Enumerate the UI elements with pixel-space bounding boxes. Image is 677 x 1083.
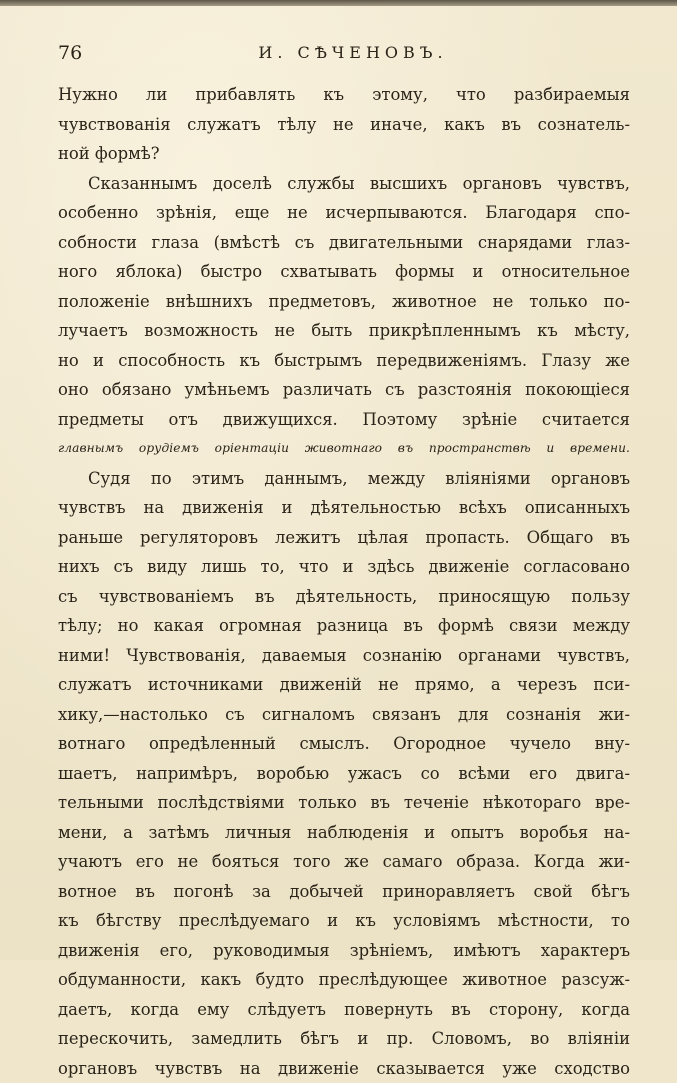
text-line: съ чувствованіемъ въ дѣятельность, приносящую пользу [58,582,630,612]
text-line: перескочить, замедлить бѣгъ и пр. Словомъ, во вліяніи [58,1024,630,1054]
text-line: тѣлу; но какая огромная разница въ формѣ связи между [58,611,630,641]
italic-text-line: главнымъ орудіемъ оріентаціи животнаго въ пространствѣ и времени. [58,434,630,464]
text-line: собности глаза (вмѣстѣ съ двигательными снарядами глаз- [58,228,630,258]
text-line: но и способность къ быстрымъ передвиженіямъ. Глазу же [58,346,630,376]
text-line: учаютъ его не бояться того же самаго образа. Когда жи- [58,847,630,877]
text-line: особенно зрѣнія, еще не исчерпываются. Благодаря спо- [58,198,630,228]
text-line: Сказаннымъ доселѣ службы высшихъ органовъ чувствъ, [58,169,630,199]
text-line: обдуманности, какъ будто преслѣдующее животное разсуж- [58,965,630,995]
text-line: къ бѣгству преслѣдуемаго и къ условіямъ мѣстности, то [58,906,630,936]
text-line: тельными послѣдствіями только въ теченіе нѣкотораго вре- [58,788,630,818]
text-line: Судя по этимъ даннымъ, между вліяніями органовъ [58,464,630,494]
text-line: нихъ съ виду лишь то, что и здѣсь движеніе согласовано [58,552,630,582]
page-header [58,42,628,68]
text-line: вотное въ погонѣ за добычей приноравляетъ свой бѣгъ [58,877,630,907]
body-text [58,80,630,1083]
text-line: чувствъ на движенія и дѣятельностью всѣхъ описанныхъ [58,493,630,523]
text-line: ними! Чувствованія, даваемыя сознанію органами чувствъ, [58,641,630,671]
text-line: Нужно ли прибавлять къ этому, что разбираемыя [58,80,630,110]
text-line: шаетъ, напримѣръ, воробью ужасъ со всѣми его двига- [58,759,630,789]
text-line: ной формѣ? [58,139,630,169]
running-head: И. СѢЧЕНОВЪ. [58,43,628,62]
text-line: органовъ чувствъ на движеніе сказывается уже сходство [58,1054,630,1083]
text-line: вотнаго опредѣленный смыслъ. Огородное чучело вну- [58,729,630,759]
text-line: хику,—настолько съ сигналомъ связанъ для сознанія жи- [58,700,630,730]
text-line: ного яблока) быстро схватывать формы и относительное [58,257,630,287]
text-line: движенія его, руководимыя зрѣніемъ, имѣютъ характеръ [58,936,630,966]
text-line: оно обязано умѣньемъ различать съ разстоянія покоющіеся [58,375,630,405]
text-line: лучаетъ возможность не быть прикрѣпленнымъ къ мѣсту, [58,316,630,346]
text-line: чувствованія служатъ тѣлу не иначе, какъ въ сознатель- [58,110,630,140]
text-line: служатъ источниками движеній не прямо, а черезъ пси- [58,670,630,700]
text-line: даетъ, когда ему слѣдуетъ повернуть въ сторону, когда [58,995,630,1025]
text-line: мени, а затѣмъ личныя наблюденія и опытъ воробья на- [58,818,630,848]
text-line: положеніе внѣшнихъ предметовъ, животное не только по- [58,287,630,317]
page-top-edge [0,0,677,6]
text-line: раньше регуляторовъ лежитъ цѣлая пропасть. Общаго въ [58,523,630,553]
text-line: предметы отъ движущихся. Поэтому зрѣніе считается [58,405,630,435]
page-number: 76 [58,42,82,64]
